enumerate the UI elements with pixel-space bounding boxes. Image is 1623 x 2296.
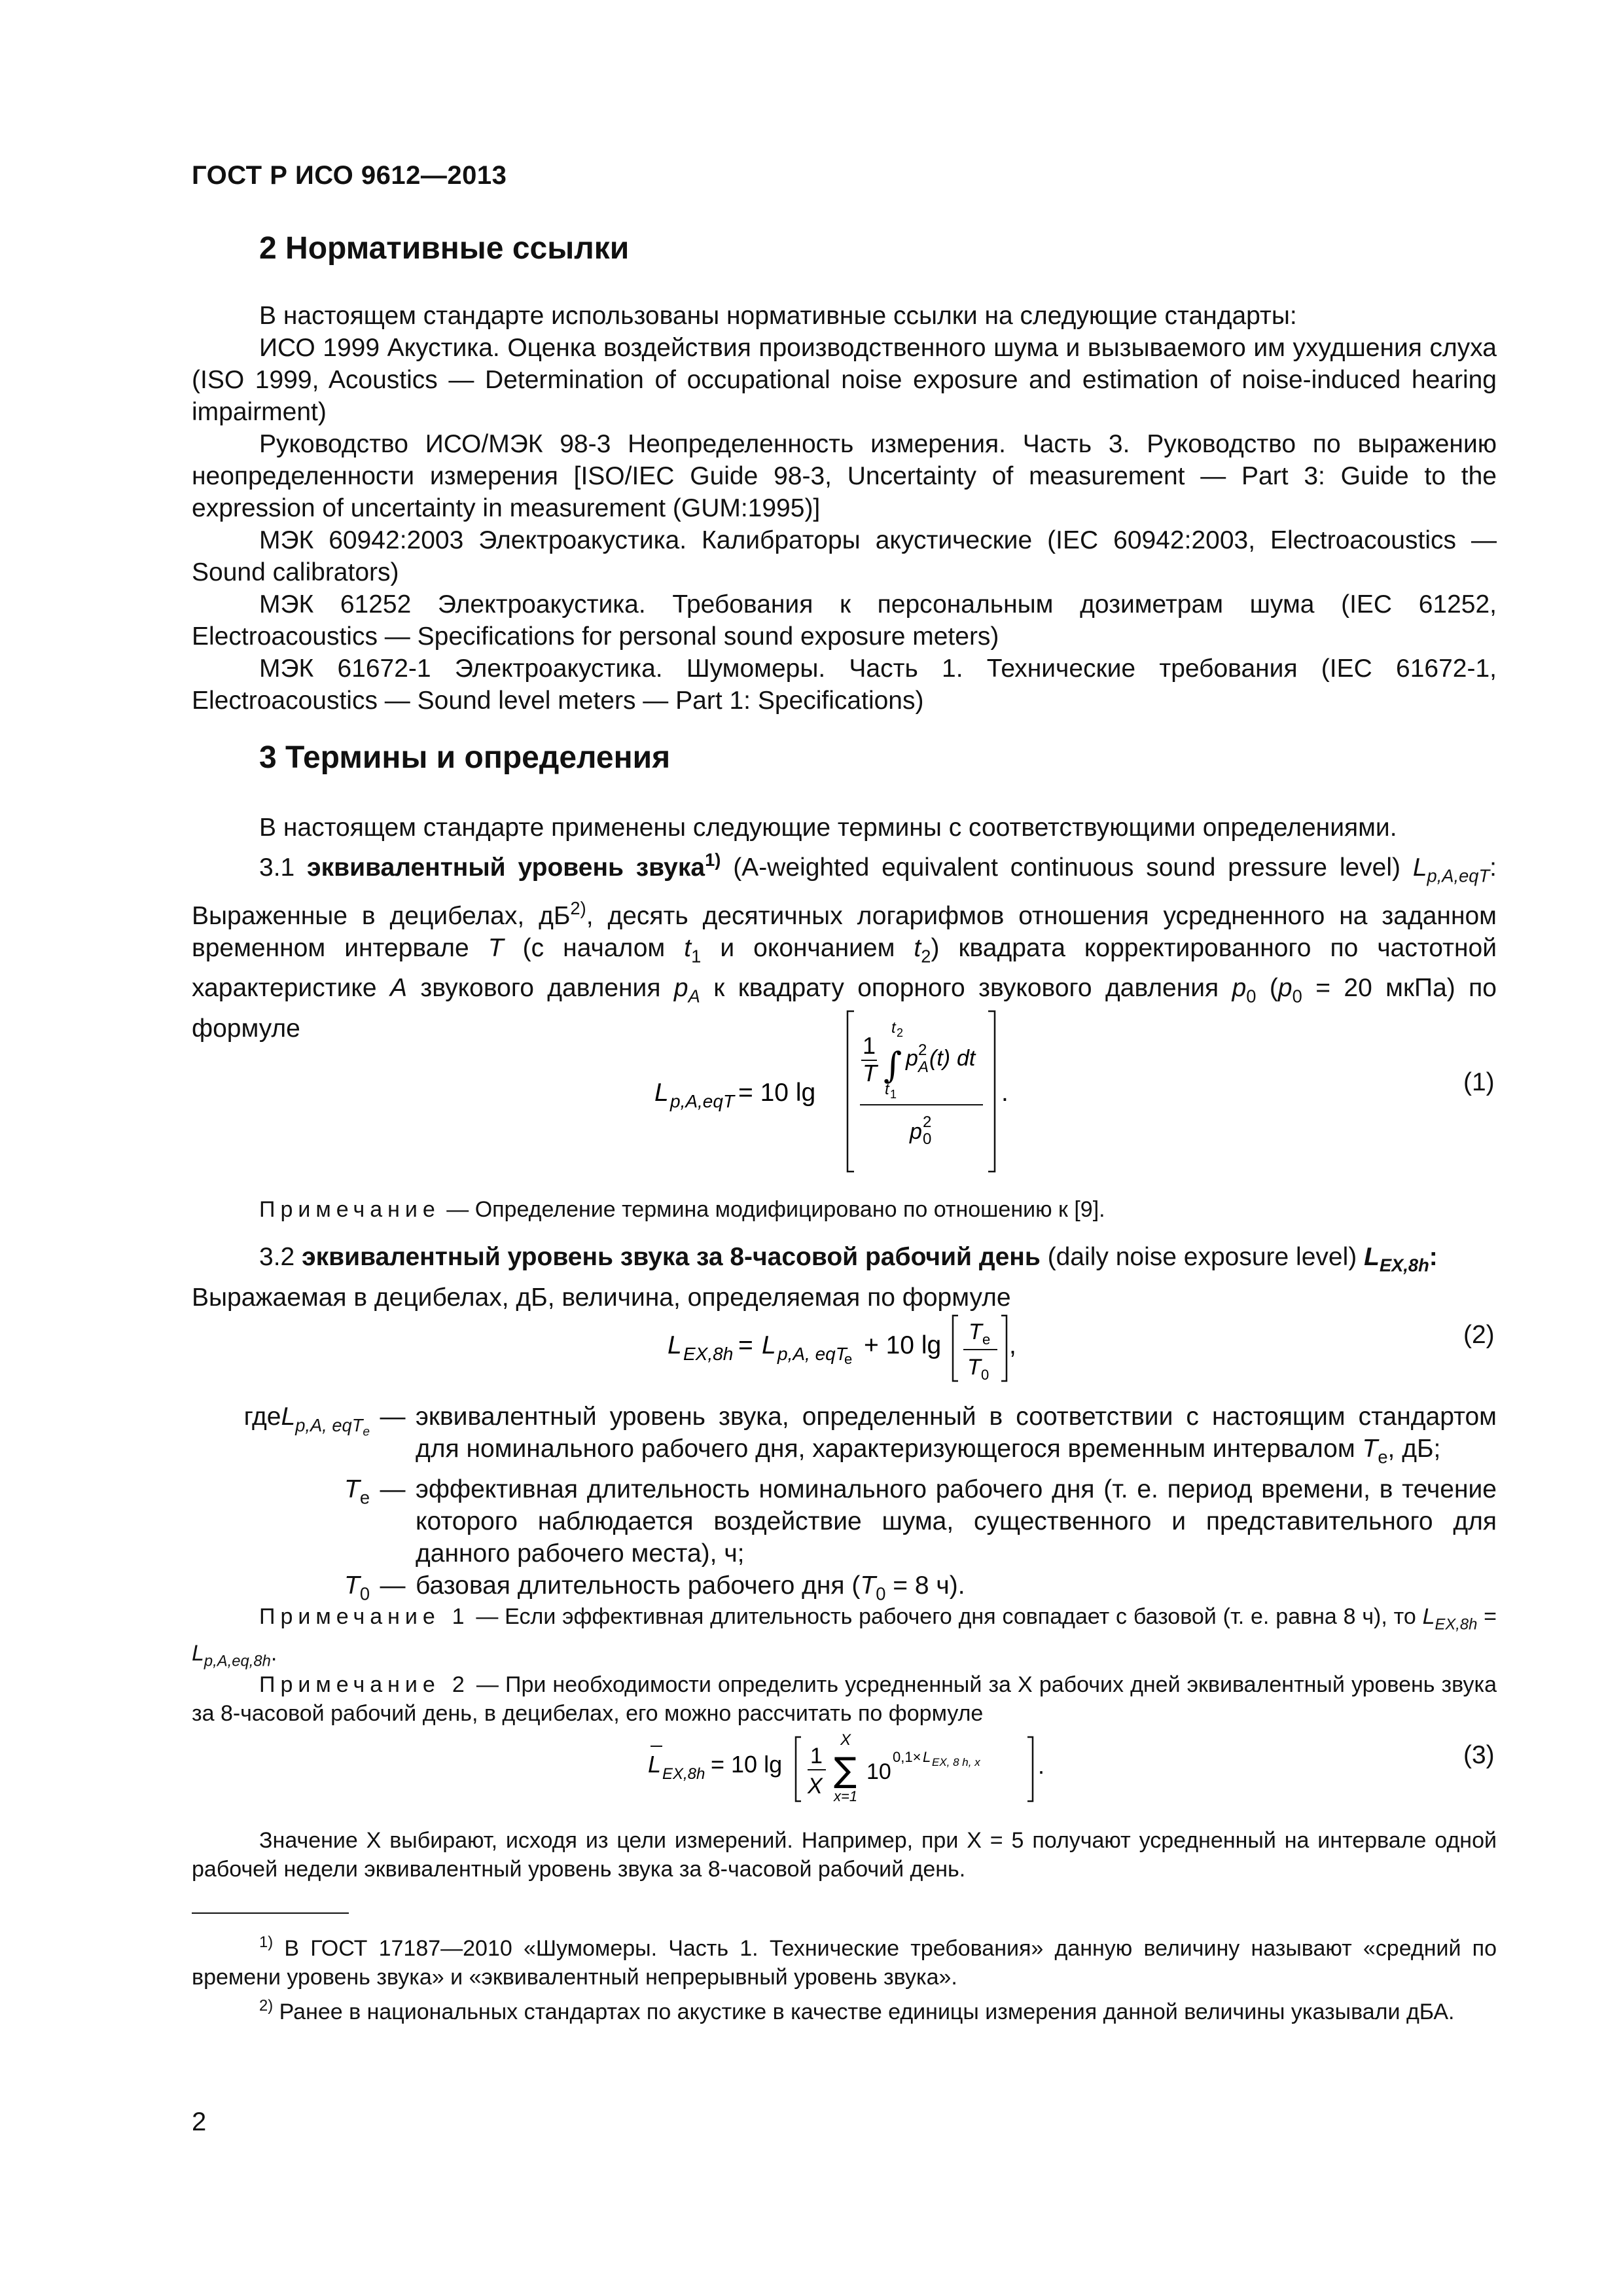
ref-iec-61672: МЭК 61672-1 Электроакустика. Шумомеры. Часть 1. Технические требования (IEC 61672-1, Electroacoustics — Sound level meters — Part 1: Specifications) [192, 655, 1497, 715]
svg-text:t: t [885, 1081, 889, 1098]
svg-text:1: 1 [890, 1088, 897, 1101]
footnote-separator [192, 1912, 349, 1914]
term-3-2-name: эквивалентный уровень звука за 8-часовой рабочий день [302, 1243, 1041, 1271]
svg-text:x=1: x=1 [834, 1788, 858, 1804]
term-3-2-def: Выражаемая в децибелах, дБ, величина, определяемая по формуле [192, 1283, 1011, 1312]
svg-text:A: A [918, 1058, 929, 1076]
svg-text:EX, 8 h, x: EX, 8 h, x [932, 1756, 980, 1768]
svg-text:0: 0 [981, 1367, 990, 1383]
term-3-2-block [192, 1241, 1497, 1314]
svg-text:T: T [863, 1060, 877, 1086]
svg-text:1: 1 [863, 1032, 876, 1059]
svg-text:X: X [808, 1774, 823, 1799]
svg-text:t: t [891, 1019, 896, 1037]
svg-text:∑: ∑ [834, 1751, 857, 1790]
ref-guide-98-3: Руководство ИСО/МЭК 98-3 Неопределенность измерения. Часть 3. Руководство по выражению неопределенности измерения [ISO/IEC Guide 98-3, Uncertainty of measurement — Part 3: Guide to the expression of uncertainty in measurement (GUM:1995)] [192, 430, 1497, 522]
note-3-1: Примечание — Определение термина модифицировано по отношению к [9]. [259, 1197, 1105, 1222]
svg-text:EX,8h: EX,8h [683, 1344, 734, 1364]
section-2-intro: В настоящем стандарте использованы нормативные ссылки на следующие стандарты: [259, 302, 1297, 330]
svg-text:L: L [648, 1751, 662, 1778]
formula-2 [668, 1309, 1034, 1388]
svg-text:e: e [844, 1351, 853, 1367]
equation-1-number: (1) [1463, 1068, 1495, 1096]
footnotes [192, 1928, 1497, 2026]
svg-text:L: L [923, 1749, 931, 1765]
svg-text:=: = [738, 1331, 753, 1359]
definition-row: $T_e$ — эффективная длительность номинального рабочего дня (т. е. период времени, в течение которого наблюдается воздействие шума, существенного и представительного для данного рабочего места), ч; [344, 1475, 1497, 1568]
svg-text:EX,8h: EX,8h [662, 1765, 705, 1783]
footnote-1: $^{1)}$ В ГОСТ 17187—2010 «Шумомеры. Часть 1. Технические требования» данную величину называют «средний по времени уровень звука» и «эквивалентный непрерывный уровень звука». [192, 1933, 1497, 1990]
svg-text:p,A,eqT: p,A,eqT [670, 1091, 735, 1111]
svg-text:2: 2 [923, 1113, 932, 1131]
symbol-definitions [192, 1401, 1497, 1609]
svg-text:= 10 lg: = 10 lg [711, 1751, 783, 1778]
section-2-title: 2 Нормативные ссылки [259, 231, 630, 266]
svg-text:1: 1 [810, 1744, 823, 1768]
svg-text:L: L [668, 1331, 682, 1359]
svg-text:.: . [1038, 1752, 1045, 1779]
ref-iso-1999: ИСО 1999 Акустика. Оценка воздействия производственного шума и вызываемого им ухудшения слуха (ISO 1999, Acoustics — Determination of occupational noise exposure and estimation of noise-induced hearing impairment) [192, 334, 1497, 426]
definition-row: гдеL$_{p,A, eqT_e}$ — эквивалентный уровень звука, определенный в соответствии с настоящим стандартом для номинального рабочего дня, характеризующегося временным интервалом $T_e$, дБ; [243, 1403, 1497, 1467]
ref-iec-60942: МЭК 60942:2003 Электроакустика. Калибраторы акустические (IEC 60942:2003, Electroacoustics — Sound calibrators) [192, 526, 1497, 586]
term-3-2: 3.2 эквивалентный уровень звука за 8-часовой рабочий день (daily noise exposure level) $L_{EX,8h}$: [259, 1243, 1438, 1276]
note-1: Примечание 1 — Если эффективная длительность рабочего дня совпадает с базовой (т. е. равна 8 ч), то $L_{EX,8h} = L_{p,A,eq,8h}$. [192, 1604, 1497, 1670]
section-3-title: 3 Термины и определения [259, 740, 671, 775]
footnote-2: $^{2)}$ Ранее в национальных стандартах по акустике в качестве единицы измерения данной величины указывали дБА. [259, 1997, 1455, 2025]
svg-text:T: T [967, 1355, 981, 1380]
ref-iec-61252: МЭК 61252 Электроакустика. Требования к персональным дозиметрам шума (IEC 61252, Electroacoustics — Specifications for personal sound exposure meters) [192, 590, 1497, 651]
svg-text:(t): (t) [929, 1046, 951, 1071]
svg-text:0,1×: 0,1× [893, 1749, 921, 1765]
equation-3-number: (3) [1463, 1741, 1495, 1769]
svg-text:L: L [762, 1331, 776, 1359]
svg-text:e: e [982, 1331, 991, 1348]
svg-text:10: 10 [866, 1759, 891, 1784]
after-formula-3: Значение X выбирают, исходя из цели измерений. Например, при X = 5 получают усредненный на интервале одной рабочей недели эквивалентный уровень звука за 8-часовой рабочий день. [192, 1828, 1497, 1882]
term-3-1-name: эквивалентный уровень звука [307, 853, 705, 882]
term-3-1: 3.1 эквивалентный уровень звука$^{1)}$ (A-weighted equivalent continuous sound pressure level) $L_{p,A,eqT}$: Выраженные в децибелах, $дБ^{2)}$, десять десятичных логарифмов отношения усредненного на заданном временном интервале T (с началом $t_1$ и окончанием $t_2$) квадрата корректированного по частотной характеристике A звукового давления $p_A$ к квадрату опорного звукового давления $p_0$ ($p_0 = 20$ мкПа) по формуле [192, 850, 1497, 1043]
svg-text:p: p [910, 1119, 922, 1144]
definition-row: $T_0$ — базовая длительность рабочего дня ($T_0 = 8$ ч). [344, 1571, 965, 1604]
svg-text:p,A, eqT: p,A, eqT [777, 1344, 847, 1364]
formula-1 [654, 1008, 1047, 1178]
svg-text:.: . [1001, 1079, 1008, 1107]
section-2-body [192, 300, 1497, 717]
equation-2-number: (2) [1463, 1321, 1495, 1349]
svg-text:L: L [654, 1079, 669, 1107]
svg-text:0: 0 [923, 1130, 932, 1148]
svg-text:p: p [906, 1046, 918, 1071]
svg-text:X: X [840, 1731, 851, 1749]
note-2: Примечание 2 — При необходимости определить усредненный за X рабочих дней эквивалентный уровень звука за 8-часовой рабочий день, в децибелах, его можно рассчитать по формуле [192, 1672, 1497, 1726]
svg-text:dt: dt [957, 1046, 976, 1071]
formula-3 [648, 1728, 1067, 1813]
document-header: ГОСТ Р ИСО 9612—2013 [192, 161, 507, 190]
svg-text:T: T [969, 1319, 982, 1344]
svg-text:2: 2 [918, 1041, 927, 1059]
svg-text:2: 2 [897, 1026, 904, 1039]
svg-text:,: , [1009, 1331, 1016, 1359]
svg-text:= 10 lg: = 10 lg [738, 1079, 816, 1107]
section-3-intro: В настоящем стандарте применены следующие термины с соответствующими определениями. [259, 814, 1397, 842]
svg-text:∫: ∫ [883, 1045, 902, 1086]
page-number: 2 [192, 2108, 207, 2136]
svg-text:+ 10 lg: + 10 lg [864, 1331, 942, 1359]
